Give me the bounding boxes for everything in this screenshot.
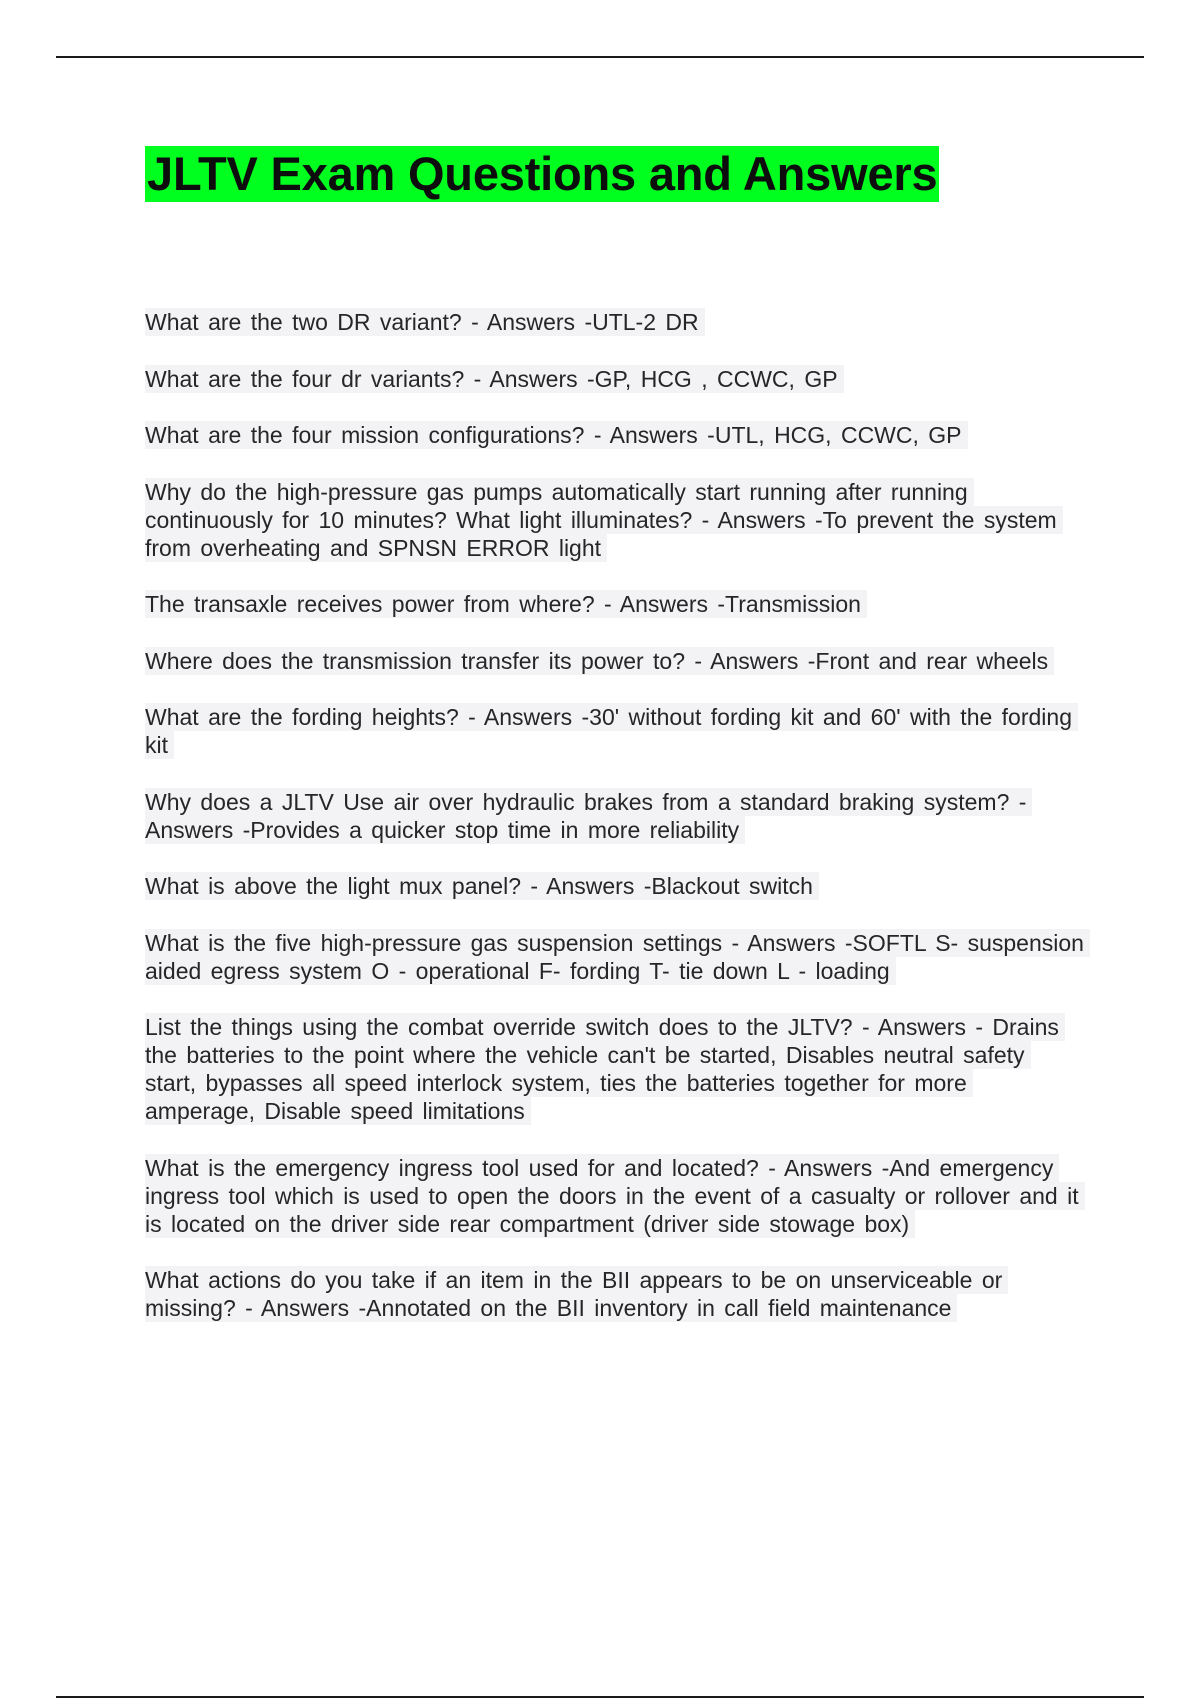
qa-item bbox=[145, 421, 1085, 449]
qa-item bbox=[145, 478, 1085, 562]
qa-text: Why do the high-pressure gas pumps automatically start running after running continuously for 10 minutes? What light illuminates? - Answers -To prevent the system from overheating and SPNSN ERROR light bbox=[145, 478, 1063, 562]
qa-text: List the things using the combat override switch does to the JLTV? - Answers - Drains the batteries to the point where the vehicle can't be started, Disables neutral safety start, bypasses all speed interlock system, ties the batteries together for more amperage, Disable speed limitations bbox=[145, 1013, 1065, 1125]
qa-item bbox=[145, 1266, 1085, 1322]
qa-text: What is the emergency ingress tool used for and located? - Answers -And emergency ingress tool which is used to open the doors in the event of a casualty or rollover and it is located on the driver side rear compartment (driver side stowage box) bbox=[145, 1154, 1085, 1238]
top-rule bbox=[56, 56, 1144, 58]
qa-item bbox=[145, 872, 1085, 900]
qa-text: The transaxle receives power from where? - Answers -Transmission bbox=[145, 590, 867, 618]
qa-text: What are the four mission configurations? - Answers -UTL, HCG, CCWC, GP bbox=[145, 421, 968, 449]
qa-item bbox=[145, 788, 1085, 844]
bottom-rule bbox=[56, 1696, 1144, 1698]
qa-item bbox=[145, 703, 1085, 759]
qa-text: What is above the light mux panel? - Answers -Blackout switch bbox=[145, 872, 819, 900]
qa-text: What are the four dr variants? - Answers -GP, HCG , CCWC, GP bbox=[145, 365, 844, 393]
qa-text: Where does the transmission transfer its power to? - Answers -Front and rear wheels bbox=[145, 647, 1054, 675]
title-block bbox=[145, 146, 939, 202]
page-title: JLTV Exam Questions and Answers bbox=[147, 147, 938, 200]
qa-list bbox=[145, 308, 1085, 1351]
qa-item bbox=[145, 647, 1085, 675]
qa-item bbox=[145, 1013, 1085, 1125]
qa-item bbox=[145, 365, 1085, 393]
qa-item bbox=[145, 590, 1085, 618]
qa-item bbox=[145, 929, 1085, 985]
qa-text: What are the fording heights? - Answers -30' without fording kit and 60' with the fording kit bbox=[145, 703, 1078, 759]
qa-text: What are the two DR variant? - Answers -UTL-2 DR bbox=[145, 308, 705, 336]
qa-text: What is the five high-pressure gas suspension settings - Answers -SOFTL S- suspension aided egress system O - operational F- fording T- tie down L - loading bbox=[145, 929, 1090, 985]
qa-item bbox=[145, 308, 1085, 336]
qa-text: What actions do you take if an item in the BII appears to be on unserviceable or missing? - Answers -Annotated on the BII inventory in call field maintenance bbox=[145, 1266, 1008, 1322]
qa-text: Why does a JLTV Use air over hydraulic brakes from a standard braking system? - Answers -Provides a quicker stop time in more reliability bbox=[145, 788, 1032, 844]
qa-item bbox=[145, 1154, 1085, 1238]
